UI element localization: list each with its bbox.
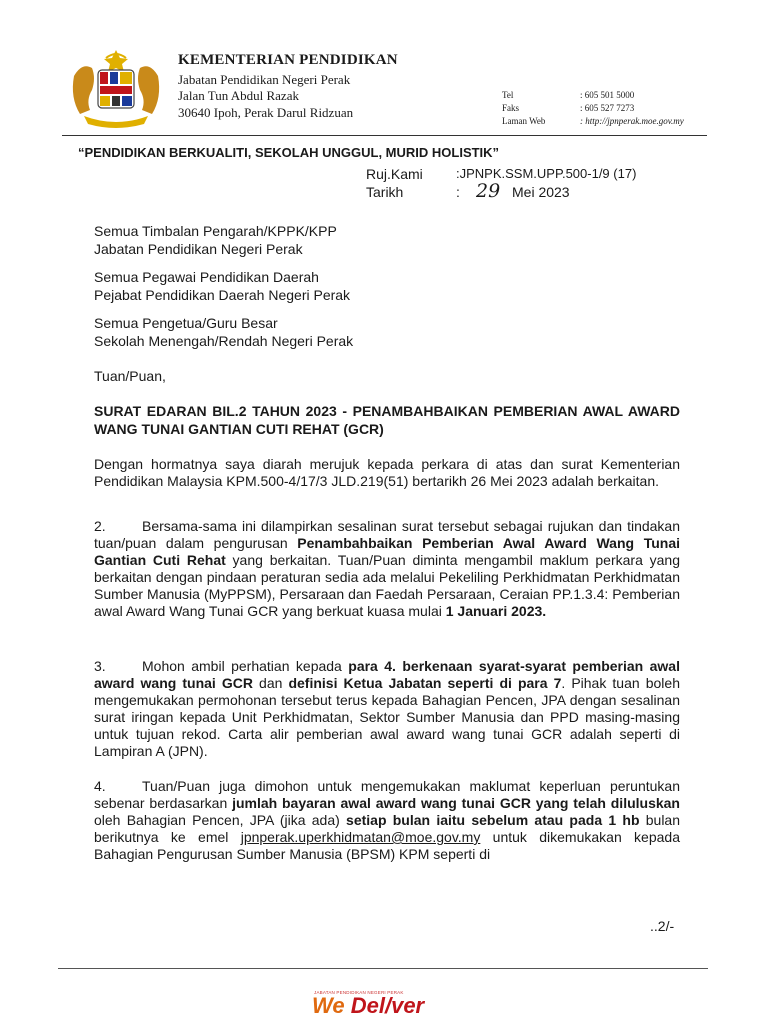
paragraph-text: Tuan/Puan juga dimohon untuk mengemukakan maklumat keperluan peruntukan sebenar berdasarkan <box>94 778 680 811</box>
recipient-line: Sekolah Menengah/Rendah Negeri Perak <box>94 333 354 349</box>
paragraph-2 <box>94 518 680 620</box>
fax-value: : 605 527 7273 <box>580 103 635 113</box>
fax-label: Faks <box>502 103 520 113</box>
tel-value: : 605 501 5000 <box>580 90 635 100</box>
letter-subject: SURAT EDARAN BIL.2 TAHUN 2023 - PENAMBAHBAIKAN PEMBERIAN AWAL AWARD WANG TUNAI GANTIAN CUTI REHAT (GCR) <box>94 403 680 437</box>
paragraph-text: untuk dikemukakan kepada Bahagian Pengurusan Sumber Manusia (BPSM) KPM seperti di <box>94 829 680 862</box>
recipient-block <box>94 222 337 258</box>
footer-divider <box>58 968 708 969</box>
paragraph-1: Dengan hormatnya saya diarah merujuk kepada perkara di atas dan surat Kementerian Pendidikan Malaysia KPM.500-4/17/3 JLD.219(51) bertarikh 26 Mei 2023 adalah berkaitan. <box>94 456 680 489</box>
website-label: Laman Web <box>502 116 546 126</box>
paragraph-text: Bersama-sama ini dilampirkan sesalinan surat tersebut sebagai rujukan dan tindakan tuan/puan dalam pengurusan <box>94 518 680 551</box>
motto: “PENDIDIKAN BERKUALITI, SEKOLAH UNGGUL, MURID HOLISTIK” <box>78 145 500 160</box>
paragraph-bold: definisi Ketua Jabatan seperti di para 7 <box>288 675 562 691</box>
logo-caption: JABATAN PENDIDIKAN NEGERI PERAK <box>314 990 404 995</box>
paragraph-bold: 1 Januari 2023. <box>445 603 547 619</box>
page-continuation-ref: ..2/- <box>650 918 675 934</box>
paragraph-bold: setiap bulan iaitu sebelum atau pada 1 hb <box>346 812 640 828</box>
recipient-block <box>94 268 350 304</box>
date-month-year: Mei 2023 <box>512 184 570 200</box>
coat-of-arms-logo <box>66 46 166 128</box>
email-link[interactable]: jpnperak.uperkhidmatan@moe.gov.my <box>240 829 481 845</box>
date-colon: : <box>456 184 460 200</box>
recipient-line: Pejabat Pendidikan Daerah Negeri Perak <box>94 287 351 303</box>
paragraph-3 <box>94 658 680 760</box>
paragraph-text: oleh Bahagian Pencen, JPA (jika ada) <box>94 812 347 828</box>
website-value: : http://jpnperak.moe.gov.my <box>580 116 684 126</box>
recipient-block <box>94 314 353 350</box>
date-label: Tarikh <box>366 184 404 200</box>
org-address-line: 30640 Ipoh, Perak Darul Ridzuan <box>178 105 354 120</box>
paragraph-text: dan <box>252 675 289 691</box>
paragraph-number: 2. <box>94 518 106 534</box>
paragraph-4 <box>94 778 680 863</box>
org-address-line: Jalan Tun Abdul Razak <box>178 88 299 103</box>
paragraph-text: Mohon ambil perhatian kepada <box>142 658 349 674</box>
we-deliver-logo <box>312 990 442 1024</box>
paragraph-bold: jumlah bayaran awal award wang tunai GCR yang telah diluluskan <box>232 795 680 811</box>
reference-value: :JPNPK.SSM.UPP.500-1/9 (17) <box>456 166 637 181</box>
salutation: Tuan/Puan, <box>94 368 166 384</box>
recipient-line: Semua Timbalan Pengarah/KPPK/KPP <box>94 223 337 239</box>
org-name: KEMENTERIAN PENDIDIKAN <box>178 52 398 68</box>
paragraph-number: 3. <box>94 658 106 674</box>
paragraph-bold: Penambahbaikan Pemberian Awal Award Wang Tunai Gantian Cuti Rehat <box>94 535 680 568</box>
logo-deliver-text: Del/ver <box>350 993 425 1018</box>
paragraph-bold: para 4. berkenaan syarat-syarat pemberian awal award wang tunai GCR <box>94 658 680 691</box>
logo-wordmark <box>312 995 442 1017</box>
logo-we-text: We <box>312 993 345 1018</box>
paragraph-number: 4. <box>94 778 106 794</box>
date-day-handwritten: 29 <box>476 180 501 202</box>
header-divider <box>62 135 707 136</box>
reference-label: Ruj.Kami <box>366 166 423 182</box>
org-address-line: Jabatan Pendidikan Negeri Perak <box>178 72 351 87</box>
recipient-line: Semua Pegawai Pendidikan Daerah <box>94 269 319 285</box>
paragraph-text: . Pihak tuan boleh mengemukakan permohonan tersebut terus kepada Bahagian Pencen, JPA dengan sesalinan surat iringan kepada Unit Perkhidmatan, Sektor Sumber Manusia dan PPD masing-masing untuk tujuan rekod. Carta alir pemberian awal award wang tunai GCR adalah seperti di Lampiran A (JPN). <box>94 675 680 759</box>
paragraph-text: yang berkaitan. Tuan/Puan diminta mengambil maklum perkara yang berkaitan dengan pindaan peraturan sedia ada melalui Pekeliling Perkhidmatan Perkhidmatan Sumber Manusia (MyPPSM), Persaraan dan Faedah Persaraan, Ceraian PP.1.3.4: Pemberian awal Award Wang Tunai GCR yang berkuat kuasa mulai <box>94 552 680 619</box>
paragraph-text: bulan berikutnya ke emel <box>94 812 681 845</box>
recipient-line: Jabatan Pendidikan Negeri Perak <box>94 241 303 257</box>
recipient-line: Semua Pengetua/Guru Besar <box>94 315 278 331</box>
tel-label: Tel <box>502 90 514 100</box>
